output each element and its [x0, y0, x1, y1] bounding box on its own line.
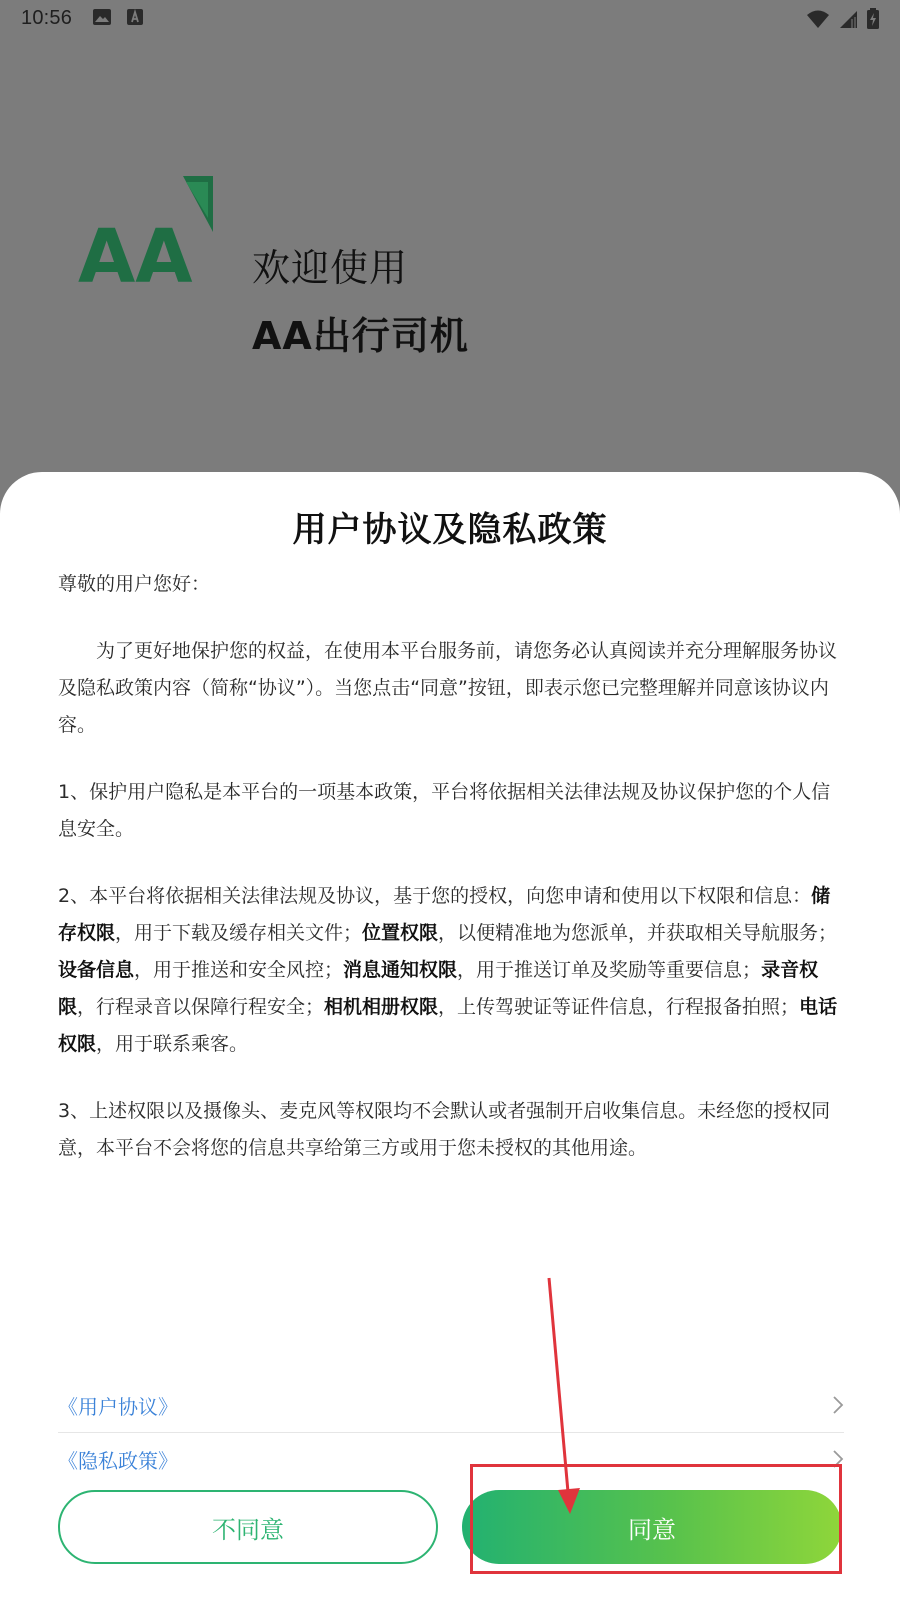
privacy-policy-label: 《隐私政策》	[58, 1448, 178, 1473]
chevron-right-icon	[832, 1395, 844, 1415]
wifi-icon	[806, 9, 830, 29]
privacy-dialog	[0, 472, 900, 1600]
item2-text-8: ，用于联系乘客。	[96, 1033, 249, 1055]
policy-item-2	[58, 878, 844, 1063]
cellular-signal-icon	[838, 9, 858, 29]
device-info-label: 设备信息	[58, 959, 135, 981]
item2-text-4: ，用于推送和安全风控；	[134, 959, 344, 981]
status-notification-icons	[92, 8, 144, 26]
font-notification-icon	[126, 8, 144, 26]
policy-item-3: 3、上述权限以及摄像头、麦克风等权限均不会默认或者强制开启收集信息。未经您的授权同意，本平台不会将您的信息共享给第三方或用于您未授权的其他用途。	[58, 1100, 831, 1159]
user-agreement-link[interactable]	[58, 1378, 844, 1432]
app-name: AA出行司机	[252, 314, 469, 358]
status-system-icons	[806, 8, 880, 30]
dialog-title: 用户协议及隐私政策	[292, 510, 608, 550]
item2-text-7: ，上传驾驶证等证件信息，行程报备拍照；	[438, 996, 800, 1018]
logo-letters: AA	[78, 214, 193, 296]
storage-permission-label: 储存权限	[58, 885, 831, 944]
greeting-text: 尊敬的用户您好：	[58, 573, 211, 595]
intro-paragraph: 为了更好地保护您的权益，在使用本平台服务前，请您务必认真阅读并充分理解服务协议及隐私政策内容（简称“协议”）。当您点击“同意”按钮，即表示您已完整理解并同意该协议内容。	[58, 640, 838, 736]
agree-button[interactable]: 同意	[462, 1490, 842, 1564]
disagree-button[interactable]: 不同意	[58, 1490, 438, 1564]
image-notification-icon	[92, 8, 112, 26]
phone-permission-label: 电话权限	[58, 996, 838, 1055]
item2-text-2: ，用于下载及缓存相关文件；	[115, 922, 363, 944]
item2-text-6: ，行程录音以保障行程安全；	[77, 996, 325, 1018]
battery-charging-icon	[866, 8, 880, 30]
item2-text-1: 2、本平台将依据相关法律法规及协议，基于您的授权，向您申请和使用以下权限和信息：	[58, 885, 812, 907]
app-logo	[78, 176, 218, 296]
user-agreement-label: 《用户协议》	[58, 1394, 178, 1419]
status-time: 10:56	[21, 7, 73, 29]
item2-text-3: ，以便精准地为您派单，并获取相关导航服务；	[438, 922, 838, 944]
camera-album-permission-label: 相机相册权限	[324, 996, 439, 1018]
welcome-text: 欢迎使用	[252, 246, 409, 290]
dialog-content	[58, 566, 844, 1197]
item2-text-5: ，用于推送订单及奖励等重要信息；	[457, 959, 762, 981]
policy-item-1: 1、保护用户隐私是本平台的一项基本政策，平台将依据相关法律法规及协议保护您的个人信息安全。	[58, 781, 831, 840]
privacy-policy-link[interactable]	[58, 1432, 844, 1486]
chevron-right-icon	[832, 1449, 844, 1469]
status-bar	[0, 0, 900, 36]
recording-permission-label: 录音权限	[58, 959, 819, 1018]
location-permission-label: 位置权限	[362, 922, 439, 944]
notification-permission-label: 消息通知权限	[343, 959, 458, 981]
